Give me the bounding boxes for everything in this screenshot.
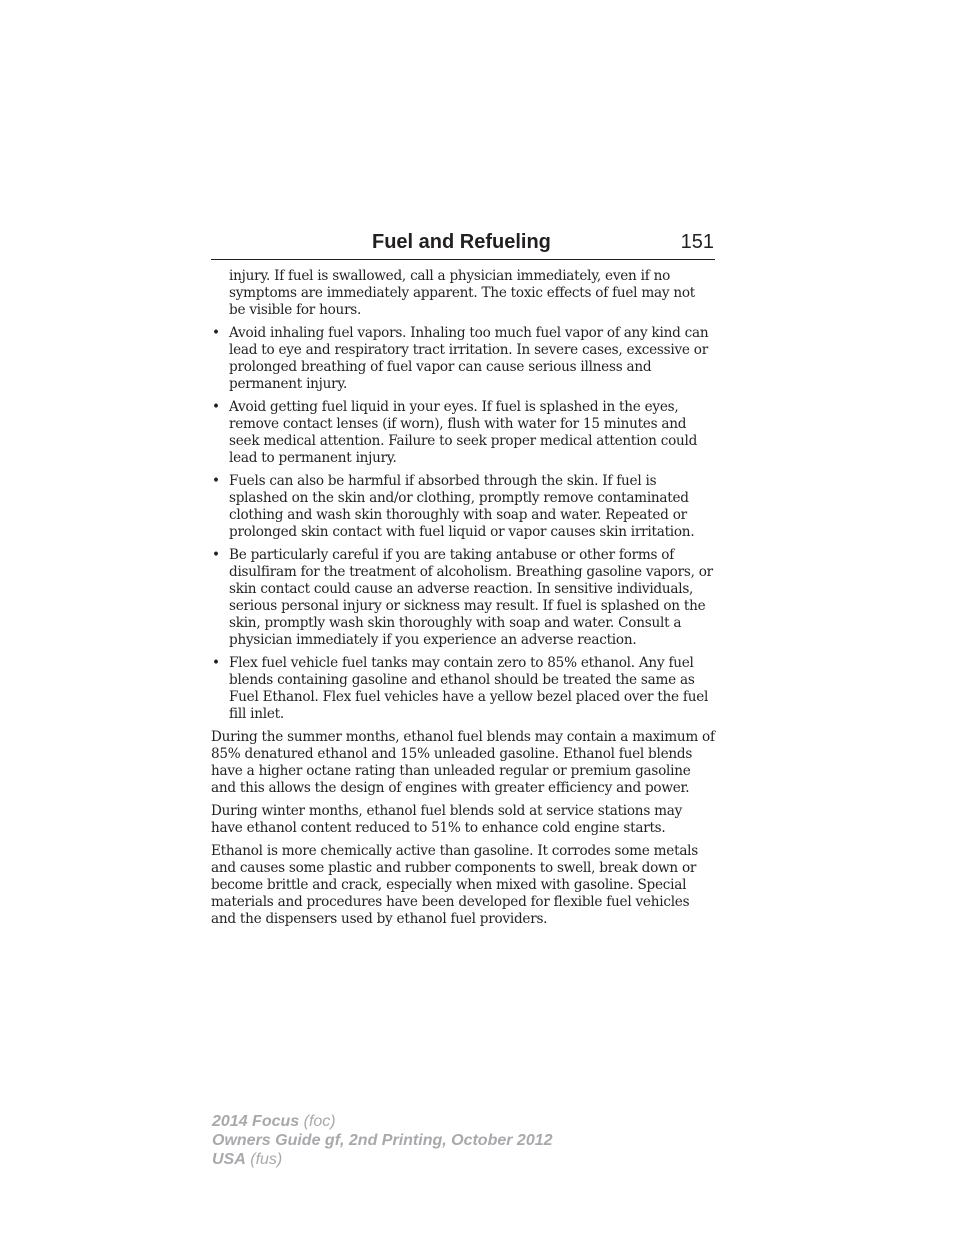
bullet-icon: • <box>212 655 220 671</box>
page-body <box>211 268 715 934</box>
page-footer <box>212 1112 553 1169</box>
list-item <box>211 547 715 649</box>
list-item-text: Avoid getting fuel liquid in your eyes. If fuel is splashed in the eyes, remove contact lenses (if worn), flush with water for 15 minutes and seek medical attention. Failure to seek proper medical attention could lead to permanent injury. <box>229 399 698 466</box>
list-item-text: Avoid inhaling fuel vapors. Inhaling too much fuel vapor of any kind can lead to eye and respiratory tract irritation. In severe cases, excessive or prolonged breathing of fuel vapor can cause serious illness and permanent injury. <box>229 325 709 392</box>
bullet-icon: • <box>212 325 220 341</box>
page-number: 151 <box>680 231 714 253</box>
footer-model: 2014 Focus <box>212 1113 300 1130</box>
footer-edition: Owners Guide gf, 2nd Printing, October 2012 <box>212 1132 553 1149</box>
footer-model-code: (foc) <box>303 1113 336 1130</box>
bullet-icon: • <box>212 399 220 415</box>
bullet-icon: • <box>212 547 220 563</box>
footer-model-line <box>212 1112 553 1131</box>
list-item-text: Be particularly careful if you are taking antabuse or other forms of disulfiram for the treatment of alcoholism. Breathing gasoline vapors, or skin contact could cause an adverse reaction. In sensitive individuals, serious personal injury or sickness may result. If fuel is splashed on the skin, promptly wash skin thoroughly with soap and water. Consult a physician immediately if you experience an adverse reaction. <box>229 547 713 648</box>
section-title: Fuel and Refueling <box>372 231 551 253</box>
paragraph-summer-blends: During the summer months, ethanol fuel blends may contain a maximum of 85% denatured ethanol and 15% unleaded gasoline. Ethanol fuel blends have a higher octane rating than unleaded regular or premium gasoline and this allows the design of engines with greater efficiency and power. <box>211 729 715 796</box>
list-item-text: Fuels can also be harmful if absorbed through the skin. If fuel is splashed on the skin and/or clothing, promptly remove contaminated clothing and wash skin thoroughly with soap and water. Repeated or prolonged skin contact with fuel liquid or vapor causes skin irritation. <box>229 473 695 540</box>
list-item <box>211 325 715 393</box>
list-item <box>211 655 715 723</box>
footer-market: USA <box>212 1151 246 1168</box>
continued-text: injury. If fuel is swallowed, call a physician immediately, even if no symptoms are immediately apparent. The toxic effects of fuel may not be visible for hours. <box>229 268 695 318</box>
list-item <box>211 473 715 541</box>
footer-market-code: (fus) <box>250 1151 283 1168</box>
list-item-text: Flex fuel vehicle fuel tanks may contain zero to 85% ethanol. Any fuel blends containing gasoline and ethanol should be treated the same as Fuel Ethanol. Flex fuel vehicles have a yellow bezel placed over the fuel fill inlet. <box>229 655 709 722</box>
footer-market-line <box>212 1150 553 1169</box>
paragraph-winter-blends: During winter months, ethanol fuel blends sold at service stations may have ethanol content reduced to 51% to enhance cold engine starts. <box>211 803 683 836</box>
bullet-icon: • <box>212 473 220 489</box>
list-item <box>211 399 715 467</box>
paragraph-ethanol-activity: Ethanol is more chemically active than gasoline. It corrodes some metals and causes some plastic and rubber components to swell, break down or become brittle and crack, especially when mixed with gasoline. Special materials and procedures have been developed for flexible fuel vehicles and the dispensers used by ethanol fuel providers. <box>211 843 698 927</box>
warning-list <box>211 325 715 723</box>
page-header <box>211 229 715 260</box>
